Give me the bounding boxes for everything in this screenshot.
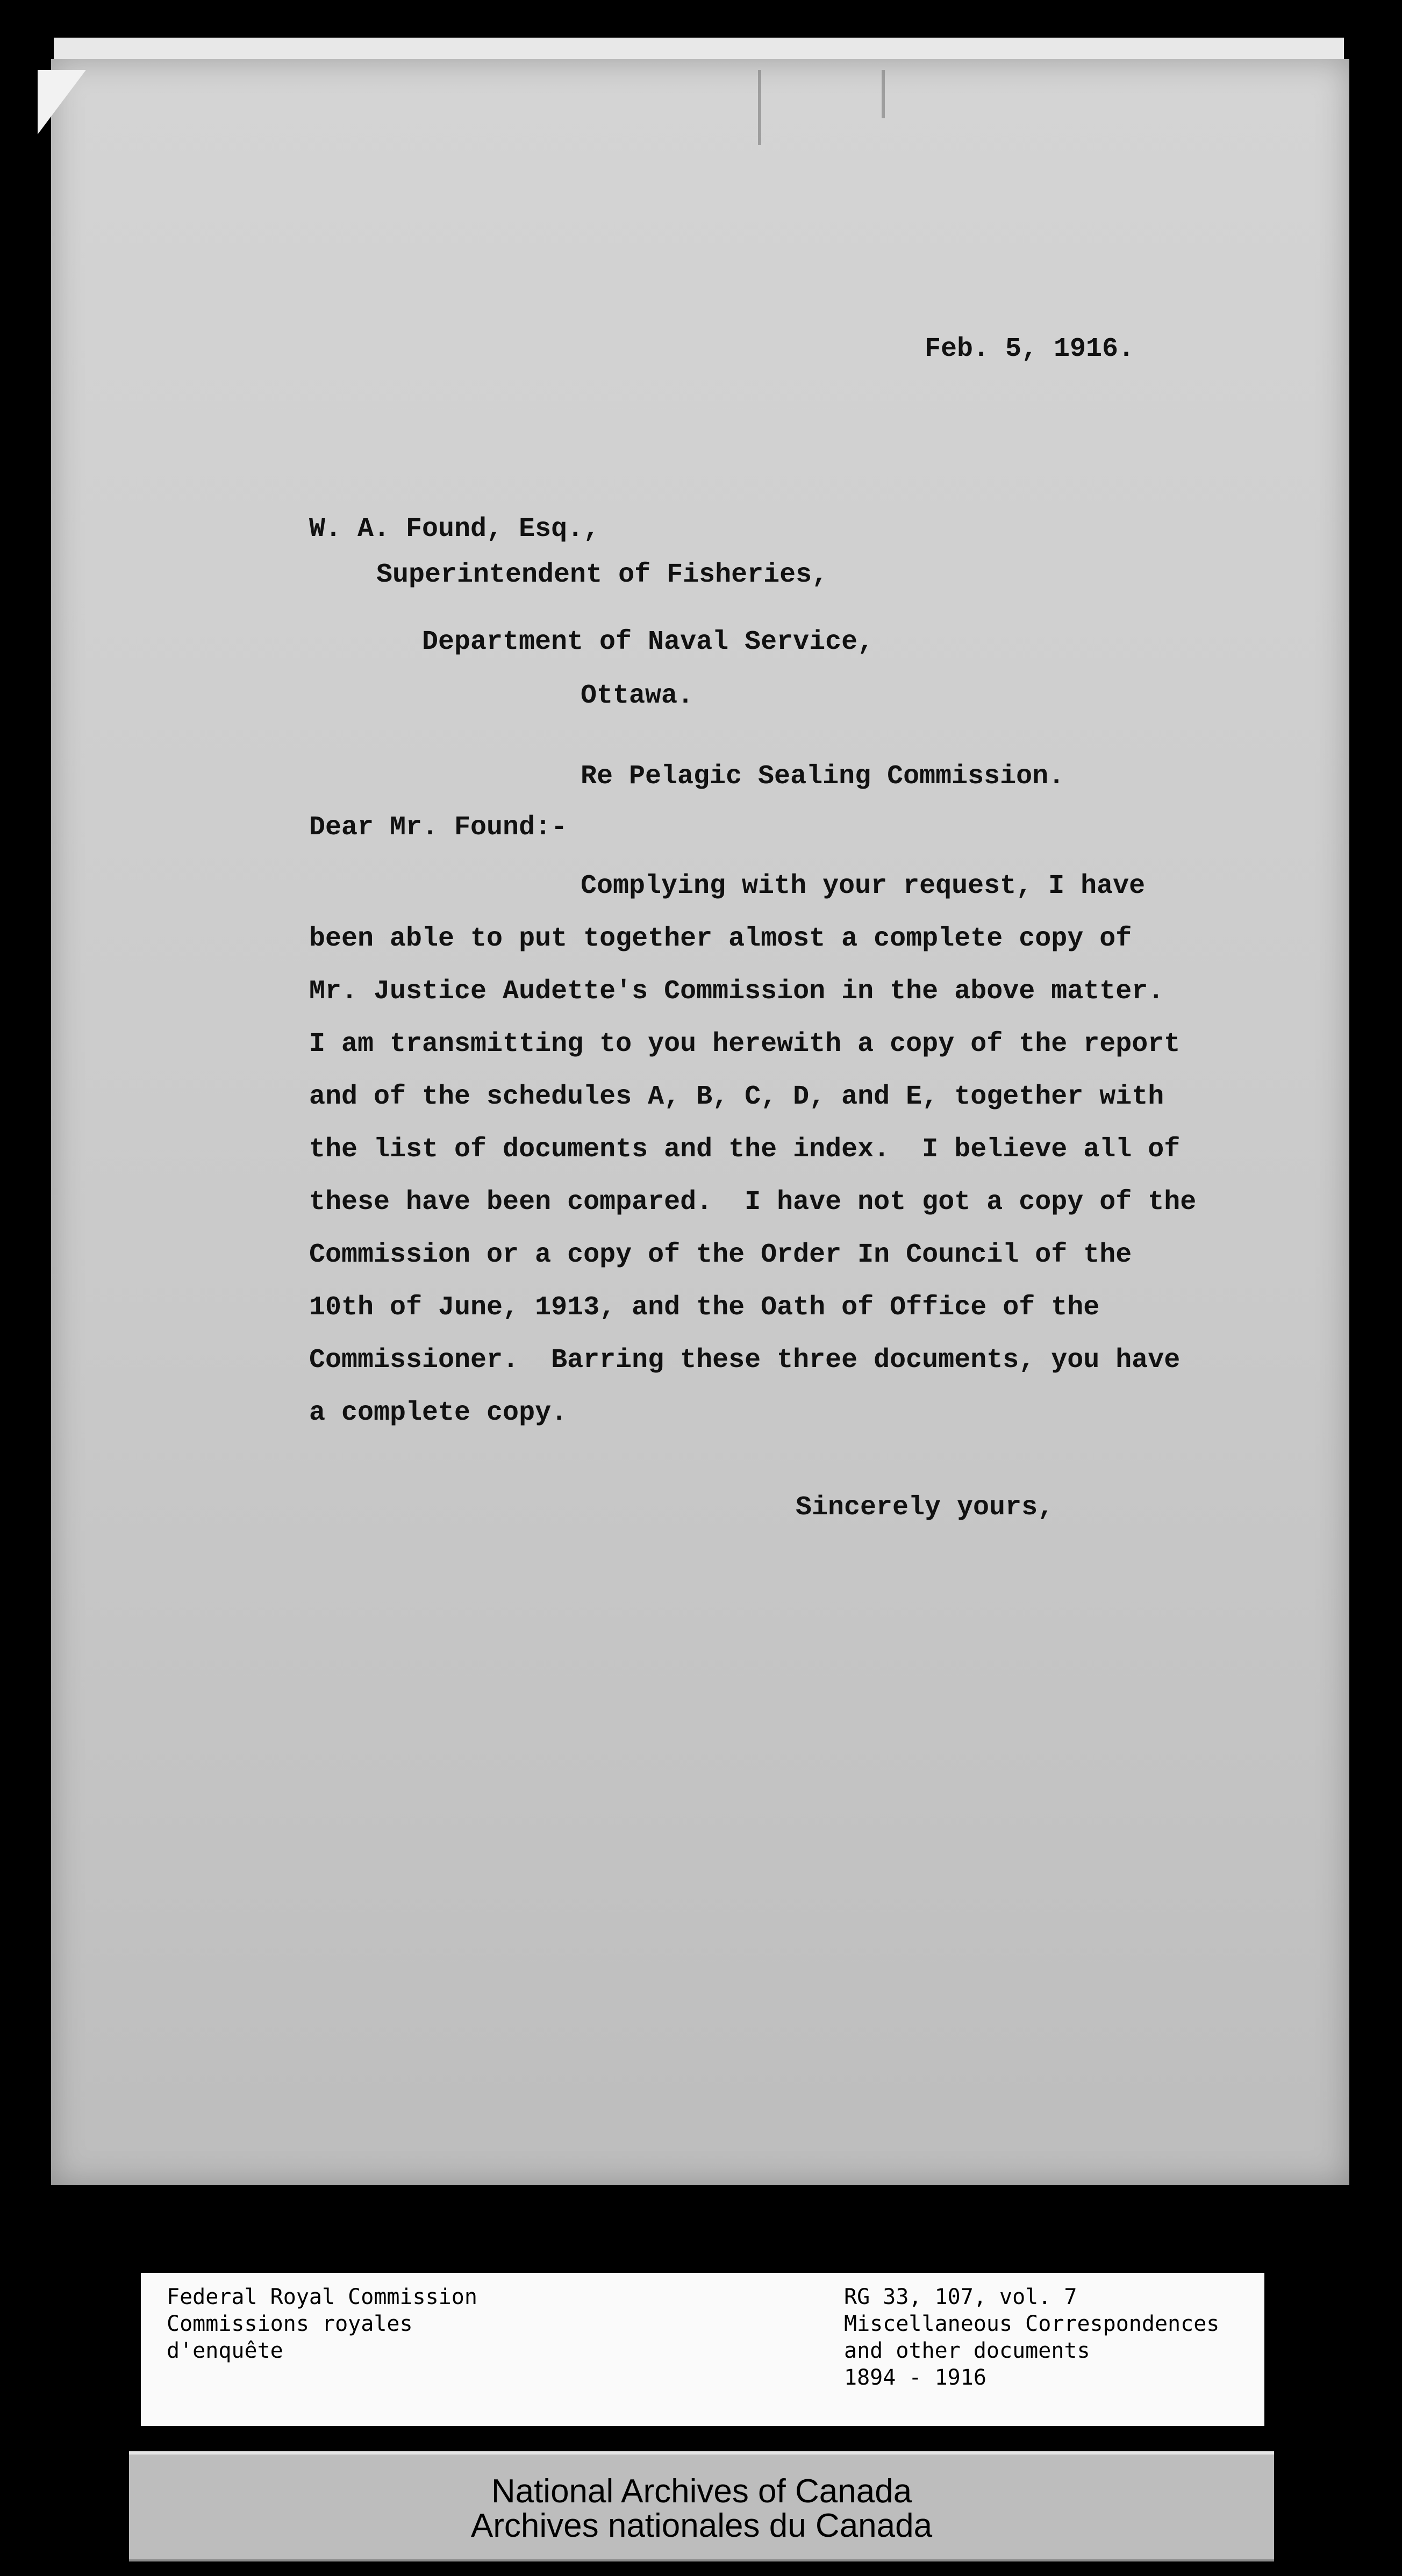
recipient-department: Department of Naval Service, <box>422 627 874 657</box>
recipient-name: W. A. Found, Esq., <box>309 514 600 545</box>
label-right-line: 1894 - 1916 <box>844 2365 986 2390</box>
body-line: the list of documents and the index. I believe all of <box>309 1134 1181 1165</box>
label-left-line: Federal Royal Commission <box>167 2285 477 2309</box>
archives-name-fr: Archives nationales du Canada <box>470 2507 933 2544</box>
letter-date: Feb. 5, 1916. <box>925 334 1135 364</box>
paper-crease <box>882 70 885 118</box>
label-right-block <box>844 2284 1219 2391</box>
label-right-line: RG 33, 107, vol. 7 <box>844 2285 1077 2309</box>
paper-crease <box>758 70 761 145</box>
archival-label <box>141 2273 1264 2426</box>
archives-banner <box>129 2451 1274 2561</box>
letter-sheet <box>51 59 1349 2185</box>
archives-name-en: National Archives of Canada <box>491 2473 912 2510</box>
body-line: Mr. Justice Audette's Commission in the above matter. <box>309 976 1164 1007</box>
body-line: Commissioner. Barring these three documents, you have <box>309 1345 1181 1376</box>
body-line: Commission or a copy of the Order In Council of the <box>309 1240 1132 1270</box>
body-line: I am transmitting to you herewith a copy of the report <box>309 1029 1181 1060</box>
recipient-title: Superintendent of Fisheries, <box>376 560 828 590</box>
letter-closing: Sincerely yours, <box>796 1492 1054 1523</box>
label-left-block <box>167 2284 477 2364</box>
body-line: and of the schedules A, B, C, D, and E, together with <box>309 1082 1164 1112</box>
label-right-line: and other documents <box>844 2338 1090 2363</box>
letter-subject: Re Pelagic Sealing Commission. <box>581 761 1065 792</box>
label-left-line: d'enquête <box>167 2338 283 2363</box>
body-line: these have been compared. I have not got a copy of the <box>309 1187 1197 1218</box>
body-line: 10th of June, 1913, and the Oath of Office of the <box>309 1292 1100 1323</box>
label-right-line: Miscellaneous Correspondences <box>844 2312 1220 2336</box>
label-left-line: Commissions royales <box>167 2312 413 2336</box>
recipient-city: Ottawa. <box>581 681 694 711</box>
body-line: been able to put together almost a complete copy of <box>309 924 1132 954</box>
folded-corner <box>38 70 86 134</box>
letter-salutation: Dear Mr. Found:- <box>309 812 568 843</box>
body-line: a complete copy. <box>309 1398 568 1428</box>
body-line: Complying with your request, I have <box>581 871 1146 901</box>
